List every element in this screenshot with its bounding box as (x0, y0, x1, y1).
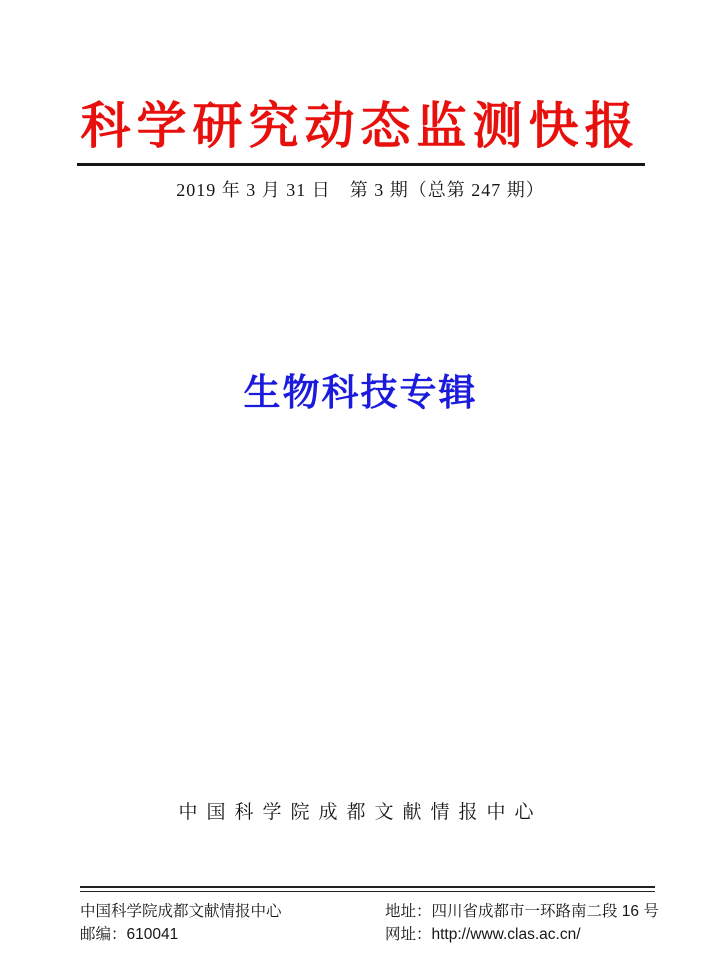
footer-left-column (80, 900, 385, 946)
footer-organization: 中国科学院成都文献情报中心 (80, 903, 282, 920)
footer-info-block (80, 900, 659, 946)
footer-website: 网址：http://www.clas.ac.cn/ (385, 926, 581, 943)
footer-right-column (385, 900, 659, 946)
masthead-title: 科学研究动态监测快报 (80, 96, 641, 155)
footer-address: 地址：四川省成都市一环路南二段 16 号 (385, 903, 659, 920)
date-issue-line: 2019 年 3 月 31 日 第 3 期（总第 247 期） (176, 180, 545, 200)
footer-postcode: 邮编：610041 (80, 926, 179, 943)
special-issue-title: 生物科技专辑 (243, 372, 478, 413)
masthead-divider-rule (77, 163, 645, 166)
organization-name: 中国科学院成都文献情报中心 (178, 802, 543, 823)
footer-double-rule (80, 886, 655, 892)
